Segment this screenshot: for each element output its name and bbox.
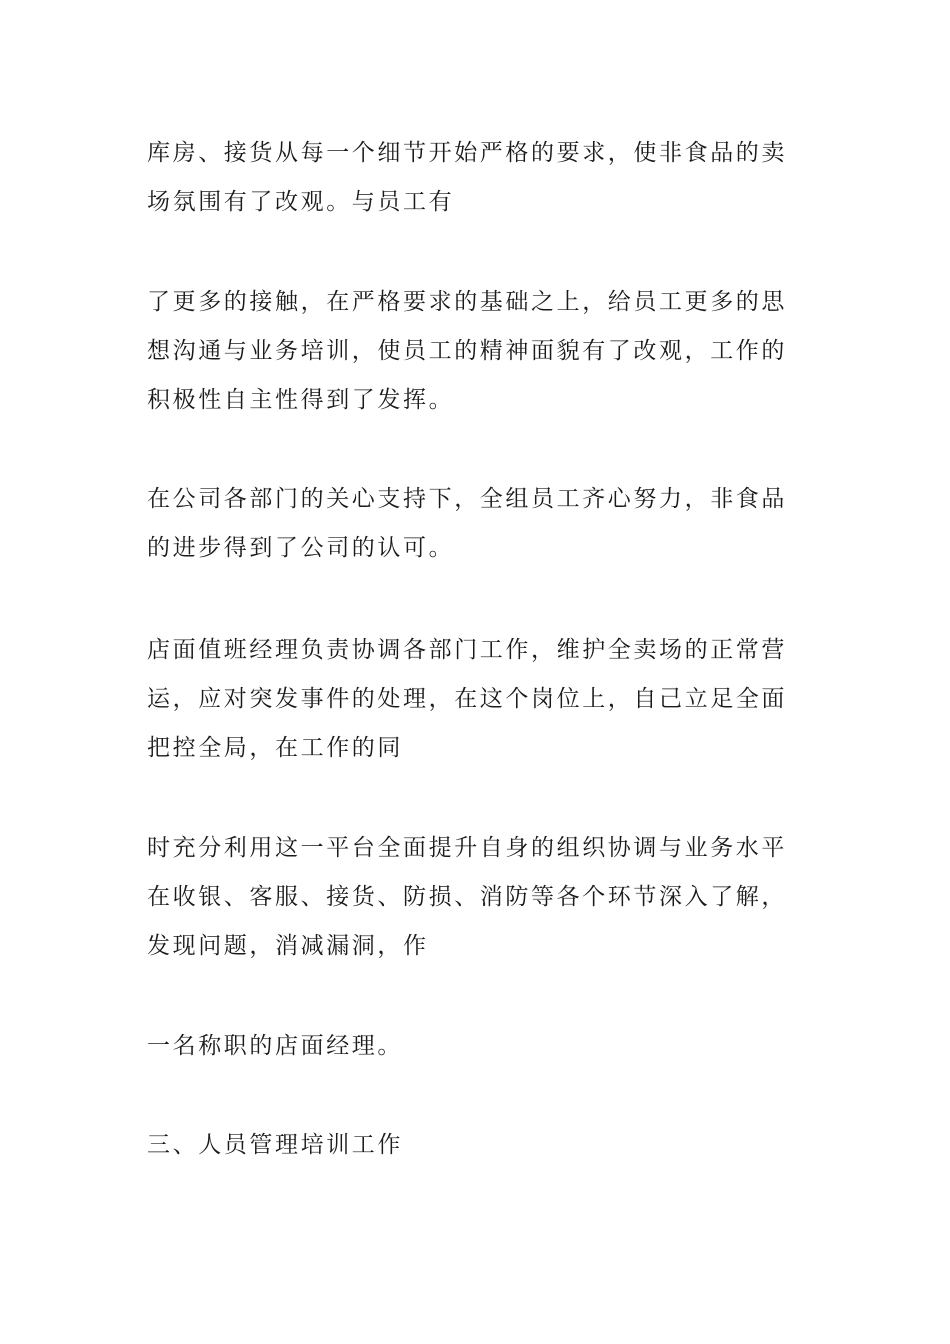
text-line: 运，应对突发事件的处理，在这个岗位上，自己立足全面 xyxy=(147,686,787,712)
text-line: 场氛围有了改观。与员工有 xyxy=(147,189,455,215)
text-line: 发现问题，消减漏洞，作 xyxy=(147,933,429,959)
section-heading xyxy=(147,1121,807,1170)
text-line: 了更多的接触，在严格要求的基础之上，给员工更多的思 xyxy=(147,289,787,315)
text-line: 积极性自主性得到了发挥。 xyxy=(147,387,455,413)
text-line: 一名称职的店面经理。 xyxy=(147,1033,403,1059)
text-line: 时充分利用这一平台全面提升自身的组织协调与业务水平 xyxy=(147,835,787,861)
paragraph-4 xyxy=(147,626,807,773)
paragraph-3 xyxy=(147,475,807,573)
paragraph-6 xyxy=(147,1022,807,1071)
paragraph-5 xyxy=(147,824,807,971)
text-line: 在收银、客服、接货、防损、消防等各个环节深入了解， xyxy=(147,884,787,910)
text-line: 在公司各部门的关心支持下，全组员工齐心努力，非食品 xyxy=(147,486,787,512)
text-line: 库房、接货从每一个细节开始严格的要求，使非食品的卖 xyxy=(147,140,787,166)
text-line: 店面值班经理负责协调各部门工作，维护全卖场的正常营 xyxy=(147,637,787,663)
text-line: 的进步得到了公司的认可。 xyxy=(147,535,455,561)
text-line: 三、人员管理培训工作 xyxy=(147,1132,403,1158)
paragraph-2 xyxy=(147,278,807,425)
text-line: 想沟通与业务培训，使员工的精神面貌有了改观，工作的 xyxy=(147,338,787,364)
paragraph-1 xyxy=(147,129,807,227)
text-line: 把控全局，在工作的同 xyxy=(147,735,403,761)
